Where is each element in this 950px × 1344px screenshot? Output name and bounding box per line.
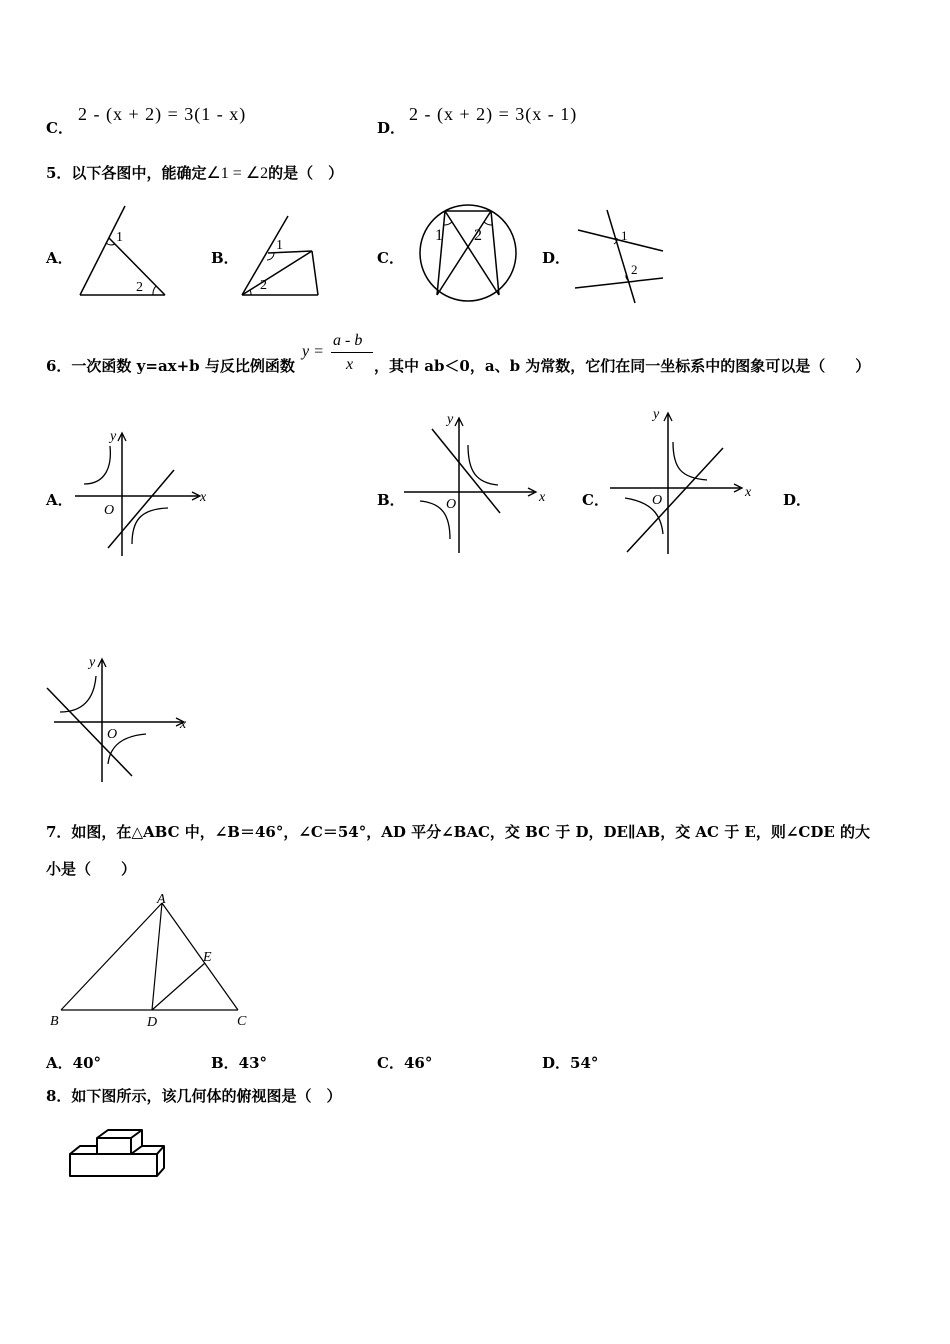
q7-point-c: C [237, 1014, 247, 1029]
q6-graph-b [402, 411, 552, 556]
q7-point-e: E [203, 950, 212, 965]
q5-a-mark-2: 2 [136, 280, 143, 295]
q6-frac-num: a - b [333, 332, 363, 349]
q5-d-mark-2: 2 [631, 262, 638, 277]
q7-option-b[interactable]: B．43° [211, 1054, 268, 1072]
q5-stem [46, 162, 343, 183]
q5-b-mark-2: 2 [260, 278, 267, 293]
q6-graph-c [607, 404, 762, 559]
q7-point-b: B [50, 1014, 59, 1029]
q5-stem-math: ∠1 = ∠2 [206, 165, 269, 182]
q6-option-b-label[interactable]: B． [377, 491, 405, 509]
q5-c-mark-2: 2 [474, 227, 482, 244]
q7-stem-line1: 7．如图，在△ABC 中，∠B＝46°，∠C＝54°，AD 平分∠BAC，交 BC 于 D，DE∥AB，交 AC 于 E，则∠CDE 的大 [46, 823, 871, 841]
q7-stem-line2: 小是（ ） [46, 860, 137, 878]
q6-stem-suffix: ，其中 ab＜0，a、b 为常数，它们在同一坐标系中的图象可以是（ ） [374, 357, 871, 375]
q6-graph-a [70, 426, 215, 561]
q6-graph-d [44, 654, 199, 784]
q7-option-a[interactable]: A．40° [46, 1054, 102, 1072]
q7-triangle-figure [45, 890, 260, 1035]
q5-figure-c [413, 203, 523, 308]
q5-option-a-label[interactable]: A． [46, 249, 73, 267]
q6-frac-den: x [346, 356, 354, 373]
q7-point-d: D [147, 1015, 158, 1030]
q6-c-origin: O [652, 493, 663, 508]
q6-b-y-label: y [447, 412, 454, 427]
q6-frac-bar [331, 352, 373, 353]
q6-a-x-label: x [200, 490, 207, 505]
q6-option-c-label[interactable]: C． [582, 491, 609, 509]
q6-c-x-label: x [745, 485, 752, 500]
q5-d-mark-1: 1 [621, 228, 628, 243]
q6-frac-lhs: y = [302, 343, 324, 360]
q5-option-b-label[interactable]: B． [211, 249, 239, 267]
q4-option-c-label[interactable]: C． [46, 119, 73, 137]
q4-option-d-label[interactable]: D． [377, 119, 406, 137]
q5-figure-d [573, 208, 668, 303]
q7-option-c[interactable]: C．46° [377, 1054, 433, 1072]
q5-stem-prefix: 5．以下各图中，能确定 [46, 164, 207, 182]
q8-solid-figure [66, 1124, 181, 1184]
q5-c-mark-1: 1 [435, 227, 443, 244]
q6-b-origin: O [446, 497, 457, 512]
q5-option-d-label[interactable]: D． [542, 249, 571, 267]
q6-d-x-label: x [180, 717, 187, 732]
q6-option-a-label[interactable]: A． [46, 491, 73, 509]
q5-figure-b [238, 213, 323, 298]
q7-option-d[interactable]: D．54° [542, 1054, 599, 1072]
q4-option-d-formula: 2 - (x + 2) = 3(x - 1) [409, 104, 578, 124]
q6-a-origin: O [104, 503, 115, 518]
q6-b-x-label: x [539, 490, 546, 505]
q5-stem-suffix: 的是（ ） [268, 164, 344, 182]
q6-d-y-label: y [89, 655, 96, 670]
q5-figure-a [75, 203, 170, 298]
q7-point-a: A [157, 892, 166, 907]
q6-a-y-label: y [110, 429, 117, 444]
q8-stem: 8．如下图所示，该几何体的俯视图是（ ） [46, 1087, 342, 1105]
q6-d-origin: O [107, 727, 118, 742]
q6-c-y-label: y [653, 407, 660, 422]
q5-b-mark-1: 1 [276, 238, 283, 253]
q6-stem-prefix: 6．一次函数 y=ax+b 与反比例函数 [46, 357, 295, 375]
q4-option-c-formula: 2 - (x + 2) = 3(1 - x) [78, 104, 247, 124]
q6-option-d-label[interactable]: D． [783, 491, 812, 509]
q5-a-mark-1: 1 [116, 230, 123, 245]
q5-option-c-label[interactable]: C． [377, 249, 404, 267]
